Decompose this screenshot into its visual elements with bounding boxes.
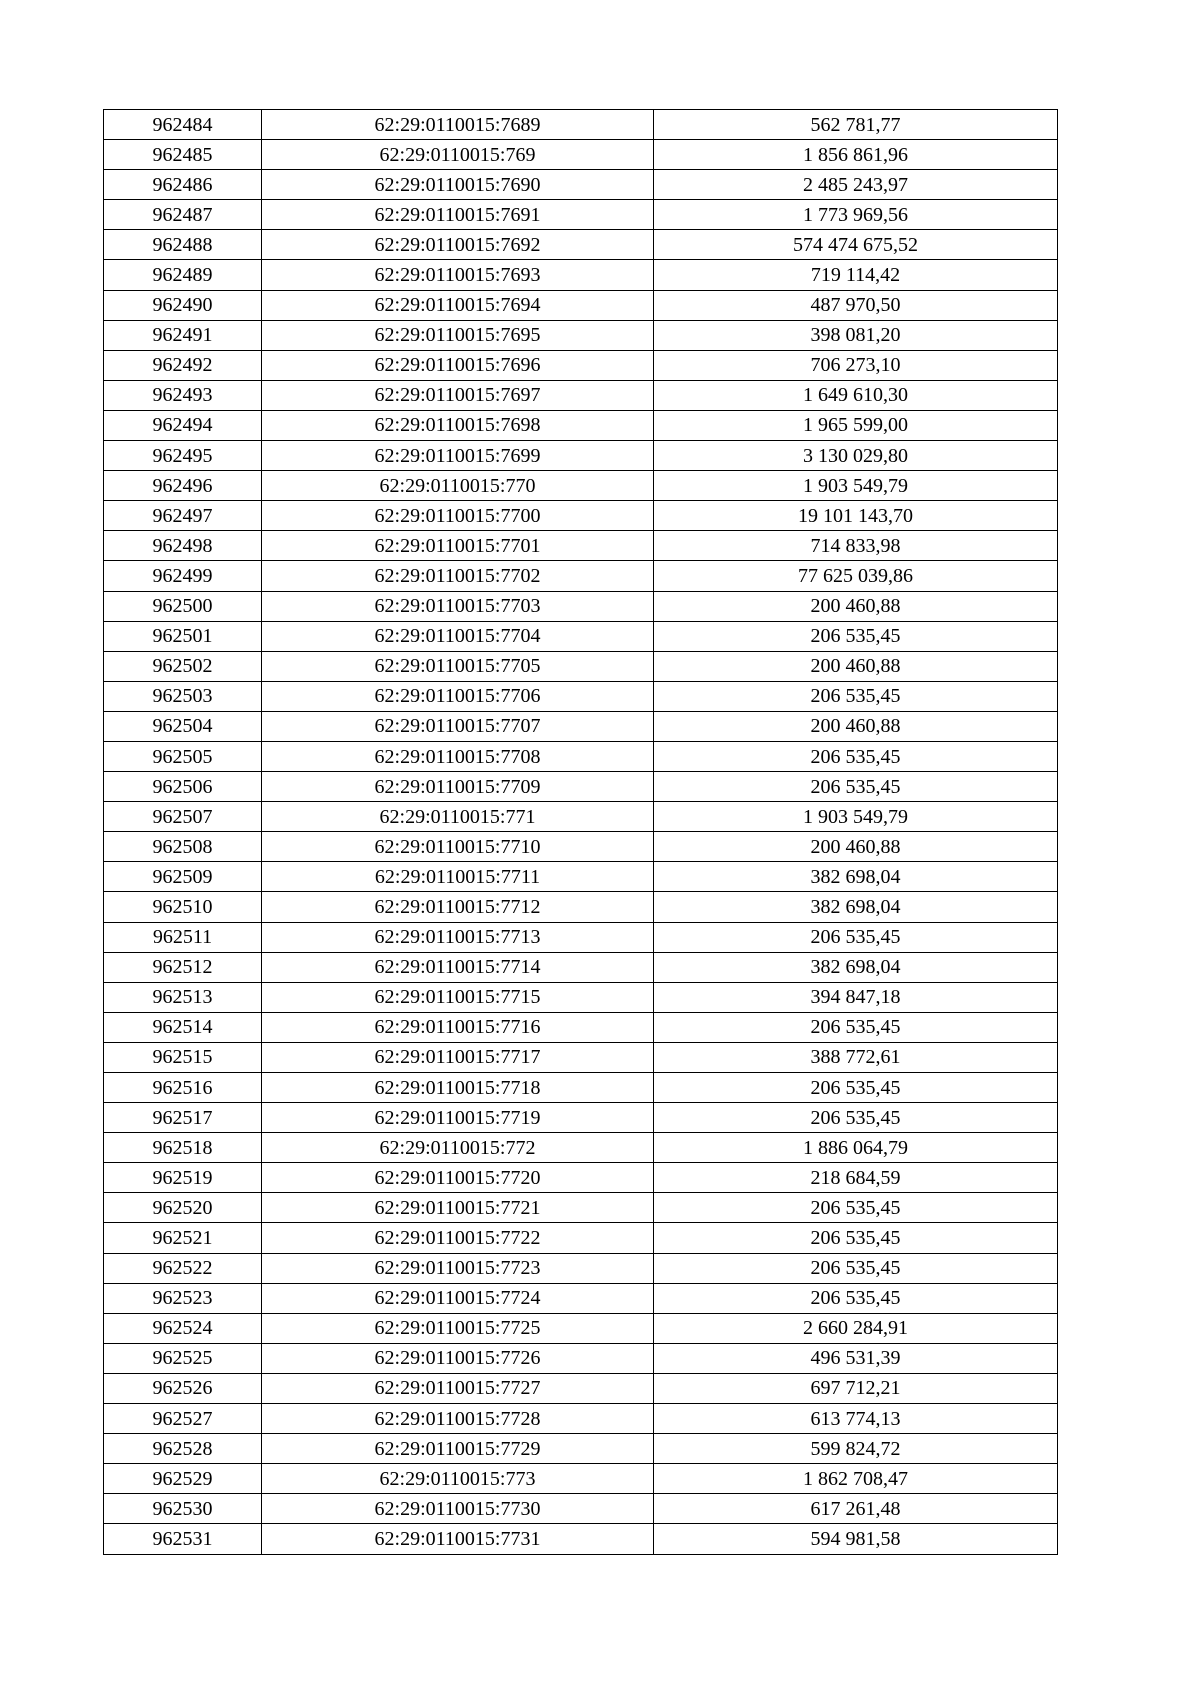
table-row xyxy=(104,1073,1058,1103)
cadastral-number-cell: 62:29:0110015:7720 xyxy=(262,1163,654,1193)
row-number-cell: 962496 xyxy=(104,471,262,501)
cadastral-number-cell: 62:29:0110015:7730 xyxy=(262,1494,654,1524)
row-number-cell: 962485 xyxy=(104,140,262,170)
cadastral-number-cell: 62:29:0110015:7694 xyxy=(262,290,654,320)
row-number-cell: 962520 xyxy=(104,1193,262,1223)
cadastral-value-cell: 706 273,10 xyxy=(654,350,1058,380)
cadastral-number-cell: 62:29:0110015:770 xyxy=(262,471,654,501)
row-number-cell: 962493 xyxy=(104,380,262,410)
cadastral-value-cell: 200 460,88 xyxy=(654,591,1058,621)
cadastral-value-cell: 574 474 675,52 xyxy=(654,230,1058,260)
table-row xyxy=(104,1434,1058,1464)
table-row xyxy=(104,230,1058,260)
row-number-cell: 962516 xyxy=(104,1073,262,1103)
table-row xyxy=(104,952,1058,982)
cadastral-value-cell: 200 460,88 xyxy=(654,651,1058,681)
row-number-cell: 962484 xyxy=(104,110,262,140)
table-row xyxy=(104,1464,1058,1494)
cadastral-number-cell: 62:29:0110015:7712 xyxy=(262,892,654,922)
cadastral-number-cell: 62:29:0110015:7713 xyxy=(262,922,654,952)
table-row xyxy=(104,741,1058,771)
cadastral-value-cell: 697 712,21 xyxy=(654,1373,1058,1403)
cadastral-value-cell: 719 114,42 xyxy=(654,260,1058,290)
table-row xyxy=(104,802,1058,832)
table-row xyxy=(104,1103,1058,1133)
table-row xyxy=(104,561,1058,591)
cadastral-number-cell: 62:29:0110015:7696 xyxy=(262,350,654,380)
cadastral-value-cell: 487 970,50 xyxy=(654,290,1058,320)
cadastral-number-cell: 62:29:0110015:7695 xyxy=(262,320,654,350)
table-row xyxy=(104,380,1058,410)
cadastral-value-cell: 2 485 243,97 xyxy=(654,170,1058,200)
cadastral-number-cell: 62:29:0110015:7689 xyxy=(262,110,654,140)
cadastral-number-cell: 62:29:0110015:7698 xyxy=(262,410,654,440)
row-number-cell: 962492 xyxy=(104,350,262,380)
cadastral-number-cell: 62:29:0110015:7714 xyxy=(262,952,654,982)
cadastral-number-cell: 62:29:0110015:7697 xyxy=(262,380,654,410)
cadastral-value-cell: 714 833,98 xyxy=(654,531,1058,561)
cadastral-number-cell: 62:29:0110015:7704 xyxy=(262,621,654,651)
cadastral-value-cell: 206 535,45 xyxy=(654,772,1058,802)
cadastral-value-cell: 382 698,04 xyxy=(654,952,1058,982)
row-number-cell: 962524 xyxy=(104,1313,262,1343)
row-number-cell: 962529 xyxy=(104,1464,262,1494)
cadastral-number-cell: 62:29:0110015:7709 xyxy=(262,772,654,802)
table-row xyxy=(104,1193,1058,1223)
table-row xyxy=(104,350,1058,380)
cadastral-value-cell: 206 535,45 xyxy=(654,741,1058,771)
cadastral-value-cell: 2 660 284,91 xyxy=(654,1313,1058,1343)
row-number-cell: 962502 xyxy=(104,651,262,681)
table-row xyxy=(104,1133,1058,1163)
table-row xyxy=(104,1373,1058,1403)
table-row xyxy=(104,651,1058,681)
table-row xyxy=(104,1494,1058,1524)
table-row xyxy=(104,1283,1058,1313)
cadastral-number-cell: 62:29:0110015:7727 xyxy=(262,1373,654,1403)
row-number-cell: 962528 xyxy=(104,1434,262,1464)
row-number-cell: 962509 xyxy=(104,862,262,892)
row-number-cell: 962505 xyxy=(104,741,262,771)
cadastral-number-cell: 62:29:0110015:7707 xyxy=(262,711,654,741)
cadastral-number-cell: 62:29:0110015:772 xyxy=(262,1133,654,1163)
cadastral-value-cell: 1 649 610,30 xyxy=(654,380,1058,410)
cadastral-value-cell: 1 903 549,79 xyxy=(654,471,1058,501)
row-number-cell: 962518 xyxy=(104,1133,262,1163)
table-row xyxy=(104,1042,1058,1072)
cadastral-number-cell: 62:29:0110015:7718 xyxy=(262,1073,654,1103)
table-row xyxy=(104,681,1058,711)
cadastral-number-cell: 62:29:0110015:7710 xyxy=(262,832,654,862)
cadastral-number-cell: 62:29:0110015:7711 xyxy=(262,862,654,892)
cadastral-value-cell: 77 625 039,86 xyxy=(654,561,1058,591)
row-number-cell: 962488 xyxy=(104,230,262,260)
table-row xyxy=(104,320,1058,350)
table-row xyxy=(104,1524,1058,1554)
cadastral-value-cell: 594 981,58 xyxy=(654,1524,1058,1554)
cadastral-value-cell: 206 535,45 xyxy=(654,681,1058,711)
cadastral-value-cell: 1 886 064,79 xyxy=(654,1133,1058,1163)
cadastral-value-cell: 1 965 599,00 xyxy=(654,410,1058,440)
cadastral-number-cell: 62:29:0110015:7705 xyxy=(262,651,654,681)
table-row xyxy=(104,501,1058,531)
cadastral-number-cell: 62:29:0110015:7701 xyxy=(262,531,654,561)
cadastral-number-cell: 62:29:0110015:773 xyxy=(262,1464,654,1494)
cadastral-number-cell: 62:29:0110015:7728 xyxy=(262,1404,654,1434)
cadastral-number-cell: 62:29:0110015:7708 xyxy=(262,741,654,771)
row-number-cell: 962506 xyxy=(104,772,262,802)
row-number-cell: 962523 xyxy=(104,1283,262,1313)
table-row xyxy=(104,711,1058,741)
table-row xyxy=(104,1163,1058,1193)
cadastral-number-cell: 62:29:0110015:7690 xyxy=(262,170,654,200)
row-number-cell: 962508 xyxy=(104,832,262,862)
cadastral-value-cell: 19 101 143,70 xyxy=(654,501,1058,531)
cadastral-value-cell: 200 460,88 xyxy=(654,832,1058,862)
cadastral-value-cell: 200 460,88 xyxy=(654,711,1058,741)
cadastral-value-cell: 206 535,45 xyxy=(654,621,1058,651)
table-row xyxy=(104,922,1058,952)
cadastral-value-cell: 206 535,45 xyxy=(654,922,1058,952)
cadastral-value-cell: 206 535,45 xyxy=(654,1253,1058,1283)
table-row xyxy=(104,531,1058,561)
cadastral-number-cell: 62:29:0110015:7706 xyxy=(262,681,654,711)
cadastral-value-cell: 206 535,45 xyxy=(654,1283,1058,1313)
row-number-cell: 962530 xyxy=(104,1494,262,1524)
table-row xyxy=(104,200,1058,230)
table-body xyxy=(104,110,1058,1555)
row-number-cell: 962490 xyxy=(104,290,262,320)
cadastral-number-cell: 62:29:0110015:7729 xyxy=(262,1434,654,1464)
cadastral-value-cell: 599 824,72 xyxy=(654,1434,1058,1464)
table-row xyxy=(104,1313,1058,1343)
cadastral-value-cell: 1 856 861,96 xyxy=(654,140,1058,170)
cadastral-number-cell: 62:29:0110015:7721 xyxy=(262,1193,654,1223)
table-row xyxy=(104,832,1058,862)
row-number-cell: 962507 xyxy=(104,802,262,832)
cadastral-value-cell: 206 535,45 xyxy=(654,1103,1058,1133)
cadastral-value-cell: 206 535,45 xyxy=(654,1193,1058,1223)
cadastral-number-cell: 62:29:0110015:7702 xyxy=(262,561,654,591)
table-row xyxy=(104,772,1058,802)
table-row xyxy=(104,140,1058,170)
cadastral-value-cell: 3 130 029,80 xyxy=(654,441,1058,471)
cadastral-value-cell: 206 535,45 xyxy=(654,1012,1058,1042)
cadastral-number-cell: 62:29:0110015:7691 xyxy=(262,200,654,230)
cadastral-number-cell: 62:29:0110015:7716 xyxy=(262,1012,654,1042)
row-number-cell: 962522 xyxy=(104,1253,262,1283)
cadastral-value-cell: 1 903 549,79 xyxy=(654,802,1058,832)
table-row xyxy=(104,471,1058,501)
row-number-cell: 962517 xyxy=(104,1103,262,1133)
cadastral-number-cell: 62:29:0110015:7703 xyxy=(262,591,654,621)
cadastral-value-cell: 382 698,04 xyxy=(654,862,1058,892)
cadastral-value-cell: 218 684,59 xyxy=(654,1163,1058,1193)
cadastral-value-cell: 1 773 969,56 xyxy=(654,200,1058,230)
cadastral-number-cell: 62:29:0110015:7717 xyxy=(262,1042,654,1072)
row-number-cell: 962500 xyxy=(104,591,262,621)
row-number-cell: 962498 xyxy=(104,531,262,561)
table-row xyxy=(104,170,1058,200)
row-number-cell: 962521 xyxy=(104,1223,262,1253)
cadastral-number-cell: 62:29:0110015:7725 xyxy=(262,1313,654,1343)
table-row xyxy=(104,591,1058,621)
table-row xyxy=(104,290,1058,320)
cadastral-number-cell: 62:29:0110015:7699 xyxy=(262,441,654,471)
row-number-cell: 962494 xyxy=(104,410,262,440)
cadastral-number-cell: 62:29:0110015:7731 xyxy=(262,1524,654,1554)
row-number-cell: 962497 xyxy=(104,501,262,531)
row-number-cell: 962531 xyxy=(104,1524,262,1554)
cadastral-number-cell: 62:29:0110015:7723 xyxy=(262,1253,654,1283)
row-number-cell: 962512 xyxy=(104,952,262,982)
cadastral-number-cell: 62:29:0110015:7693 xyxy=(262,260,654,290)
table-row xyxy=(104,260,1058,290)
row-number-cell: 962511 xyxy=(104,922,262,952)
table-row xyxy=(104,110,1058,140)
table-row xyxy=(104,982,1058,1012)
row-number-cell: 962487 xyxy=(104,200,262,230)
row-number-cell: 962491 xyxy=(104,320,262,350)
cadastral-number-cell: 62:29:0110015:7719 xyxy=(262,1103,654,1133)
row-number-cell: 962499 xyxy=(104,561,262,591)
cadastral-value-cell: 206 535,45 xyxy=(654,1073,1058,1103)
cadastral-value-cell: 562 781,77 xyxy=(654,110,1058,140)
table-row xyxy=(104,621,1058,651)
row-number-cell: 962525 xyxy=(104,1343,262,1373)
table-row xyxy=(104,892,1058,922)
row-number-cell: 962486 xyxy=(104,170,262,200)
cadastral-value-cell: 613 774,13 xyxy=(654,1404,1058,1434)
cadastral-number-cell: 62:29:0110015:7700 xyxy=(262,501,654,531)
row-number-cell: 962515 xyxy=(104,1042,262,1072)
table-row xyxy=(104,1404,1058,1434)
cadastral-number-cell: 62:29:0110015:7726 xyxy=(262,1343,654,1373)
cadastral-number-cell: 62:29:0110015:7715 xyxy=(262,982,654,1012)
cadastral-number-cell: 62:29:0110015:769 xyxy=(262,140,654,170)
cadastral-value-cell: 382 698,04 xyxy=(654,892,1058,922)
row-number-cell: 962514 xyxy=(104,1012,262,1042)
table-row xyxy=(104,862,1058,892)
table-row xyxy=(104,1012,1058,1042)
row-number-cell: 962503 xyxy=(104,681,262,711)
table-row xyxy=(104,1253,1058,1283)
table-row xyxy=(104,1343,1058,1373)
cadastral-value-cell: 206 535,45 xyxy=(654,1223,1058,1253)
row-number-cell: 962489 xyxy=(104,260,262,290)
cadastral-number-cell: 62:29:0110015:771 xyxy=(262,802,654,832)
row-number-cell: 962495 xyxy=(104,441,262,471)
cadastral-value-cell: 394 847,18 xyxy=(654,982,1058,1012)
cadastral-value-cell: 398 081,20 xyxy=(654,320,1058,350)
row-number-cell: 962526 xyxy=(104,1373,262,1403)
cadastral-number-cell: 62:29:0110015:7724 xyxy=(262,1283,654,1313)
table-row xyxy=(104,441,1058,471)
row-number-cell: 962504 xyxy=(104,711,262,741)
row-number-cell: 962519 xyxy=(104,1163,262,1193)
row-number-cell: 962501 xyxy=(104,621,262,651)
row-number-cell: 962513 xyxy=(104,982,262,1012)
table-row xyxy=(104,1223,1058,1253)
cadastral-number-cell: 62:29:0110015:7722 xyxy=(262,1223,654,1253)
table-row xyxy=(104,410,1058,440)
cadastral-value-cell: 388 772,61 xyxy=(654,1042,1058,1072)
row-number-cell: 962510 xyxy=(104,892,262,922)
cadastral-value-cell: 617 261,48 xyxy=(654,1494,1058,1524)
cadastral-value-cell: 496 531,39 xyxy=(654,1343,1058,1373)
row-number-cell: 962527 xyxy=(104,1404,262,1434)
cadastral-number-cell: 62:29:0110015:7692 xyxy=(262,230,654,260)
document-page xyxy=(103,109,1058,1555)
cadastral-value-table xyxy=(103,109,1058,1555)
cadastral-value-cell: 1 862 708,47 xyxy=(654,1464,1058,1494)
